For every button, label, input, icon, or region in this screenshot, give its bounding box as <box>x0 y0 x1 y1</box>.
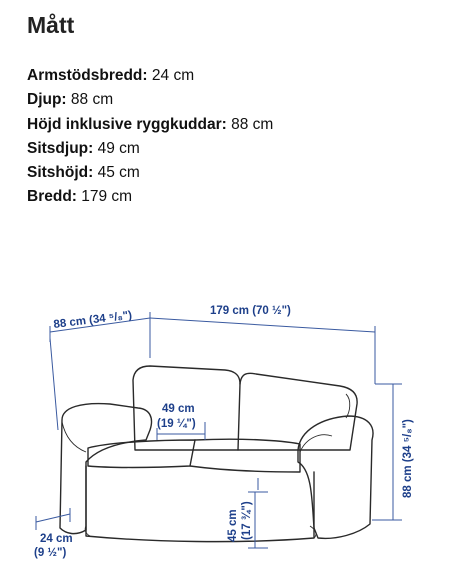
dimensions-list <box>27 64 273 210</box>
armrest-right <box>298 416 373 538</box>
armrest-in: (9 ½") <box>34 547 67 559</box>
sofa-dimension-diagram <box>0 290 450 575</box>
spec-label: Sitsdjup: <box>27 139 94 157</box>
spec-label: Armstödsbredd: <box>27 67 148 84</box>
spec-label: Bredd: <box>27 188 77 206</box>
spec-label: Djup: <box>27 91 67 109</box>
armrest-left-front <box>62 422 86 452</box>
seat-cushion-right <box>190 439 300 472</box>
spec-value: 45 cm <box>97 164 140 182</box>
sofa-front <box>86 466 314 542</box>
seat-height-in: (17 ¾") <box>241 501 253 540</box>
height-label: 88 cm (34 ⁵/₈") <box>402 419 414 498</box>
spec-label: Sitshöjd: <box>27 164 94 182</box>
spec-row <box>27 161 273 185</box>
spec-row <box>27 185 273 209</box>
spec-row <box>27 64 273 88</box>
back-cushion-seam <box>346 394 350 418</box>
armrest-cm: 24 cm <box>40 533 73 545</box>
seat-depth-in: (19 ¼") <box>157 418 196 430</box>
back-cushion-right <box>238 373 357 450</box>
width-dimension <box>150 305 375 384</box>
spec-row <box>27 88 273 112</box>
page-title: Mått <box>27 12 75 38</box>
spec-value: 49 cm <box>97 139 140 157</box>
spec-value: 24 cm <box>151 67 195 84</box>
spec-value: 179 cm <box>81 188 133 206</box>
height-dimension <box>372 384 414 520</box>
spec-value: 88 cm <box>231 115 274 133</box>
seat-depth-cm: 49 cm <box>162 403 195 415</box>
spec-label: Höjd inklusive ryggkuddar: <box>27 115 227 133</box>
seat-cushion-left <box>88 440 195 468</box>
seat-depth-dimension <box>157 403 205 440</box>
width-label: 179 cm (70 ½") <box>210 305 291 317</box>
spec-row <box>27 113 273 137</box>
armrest-dimension <box>34 508 73 559</box>
seat-height-dimension <box>227 478 268 548</box>
spec-row <box>27 137 273 161</box>
spec-value: 88 cm <box>70 91 114 109</box>
sofa-illustration <box>60 366 373 542</box>
seat-height-cm: 45 cm <box>227 509 239 542</box>
depth-label: 88 cm (34 ⁵/₈") <box>52 309 133 331</box>
armrest-left <box>60 404 152 534</box>
